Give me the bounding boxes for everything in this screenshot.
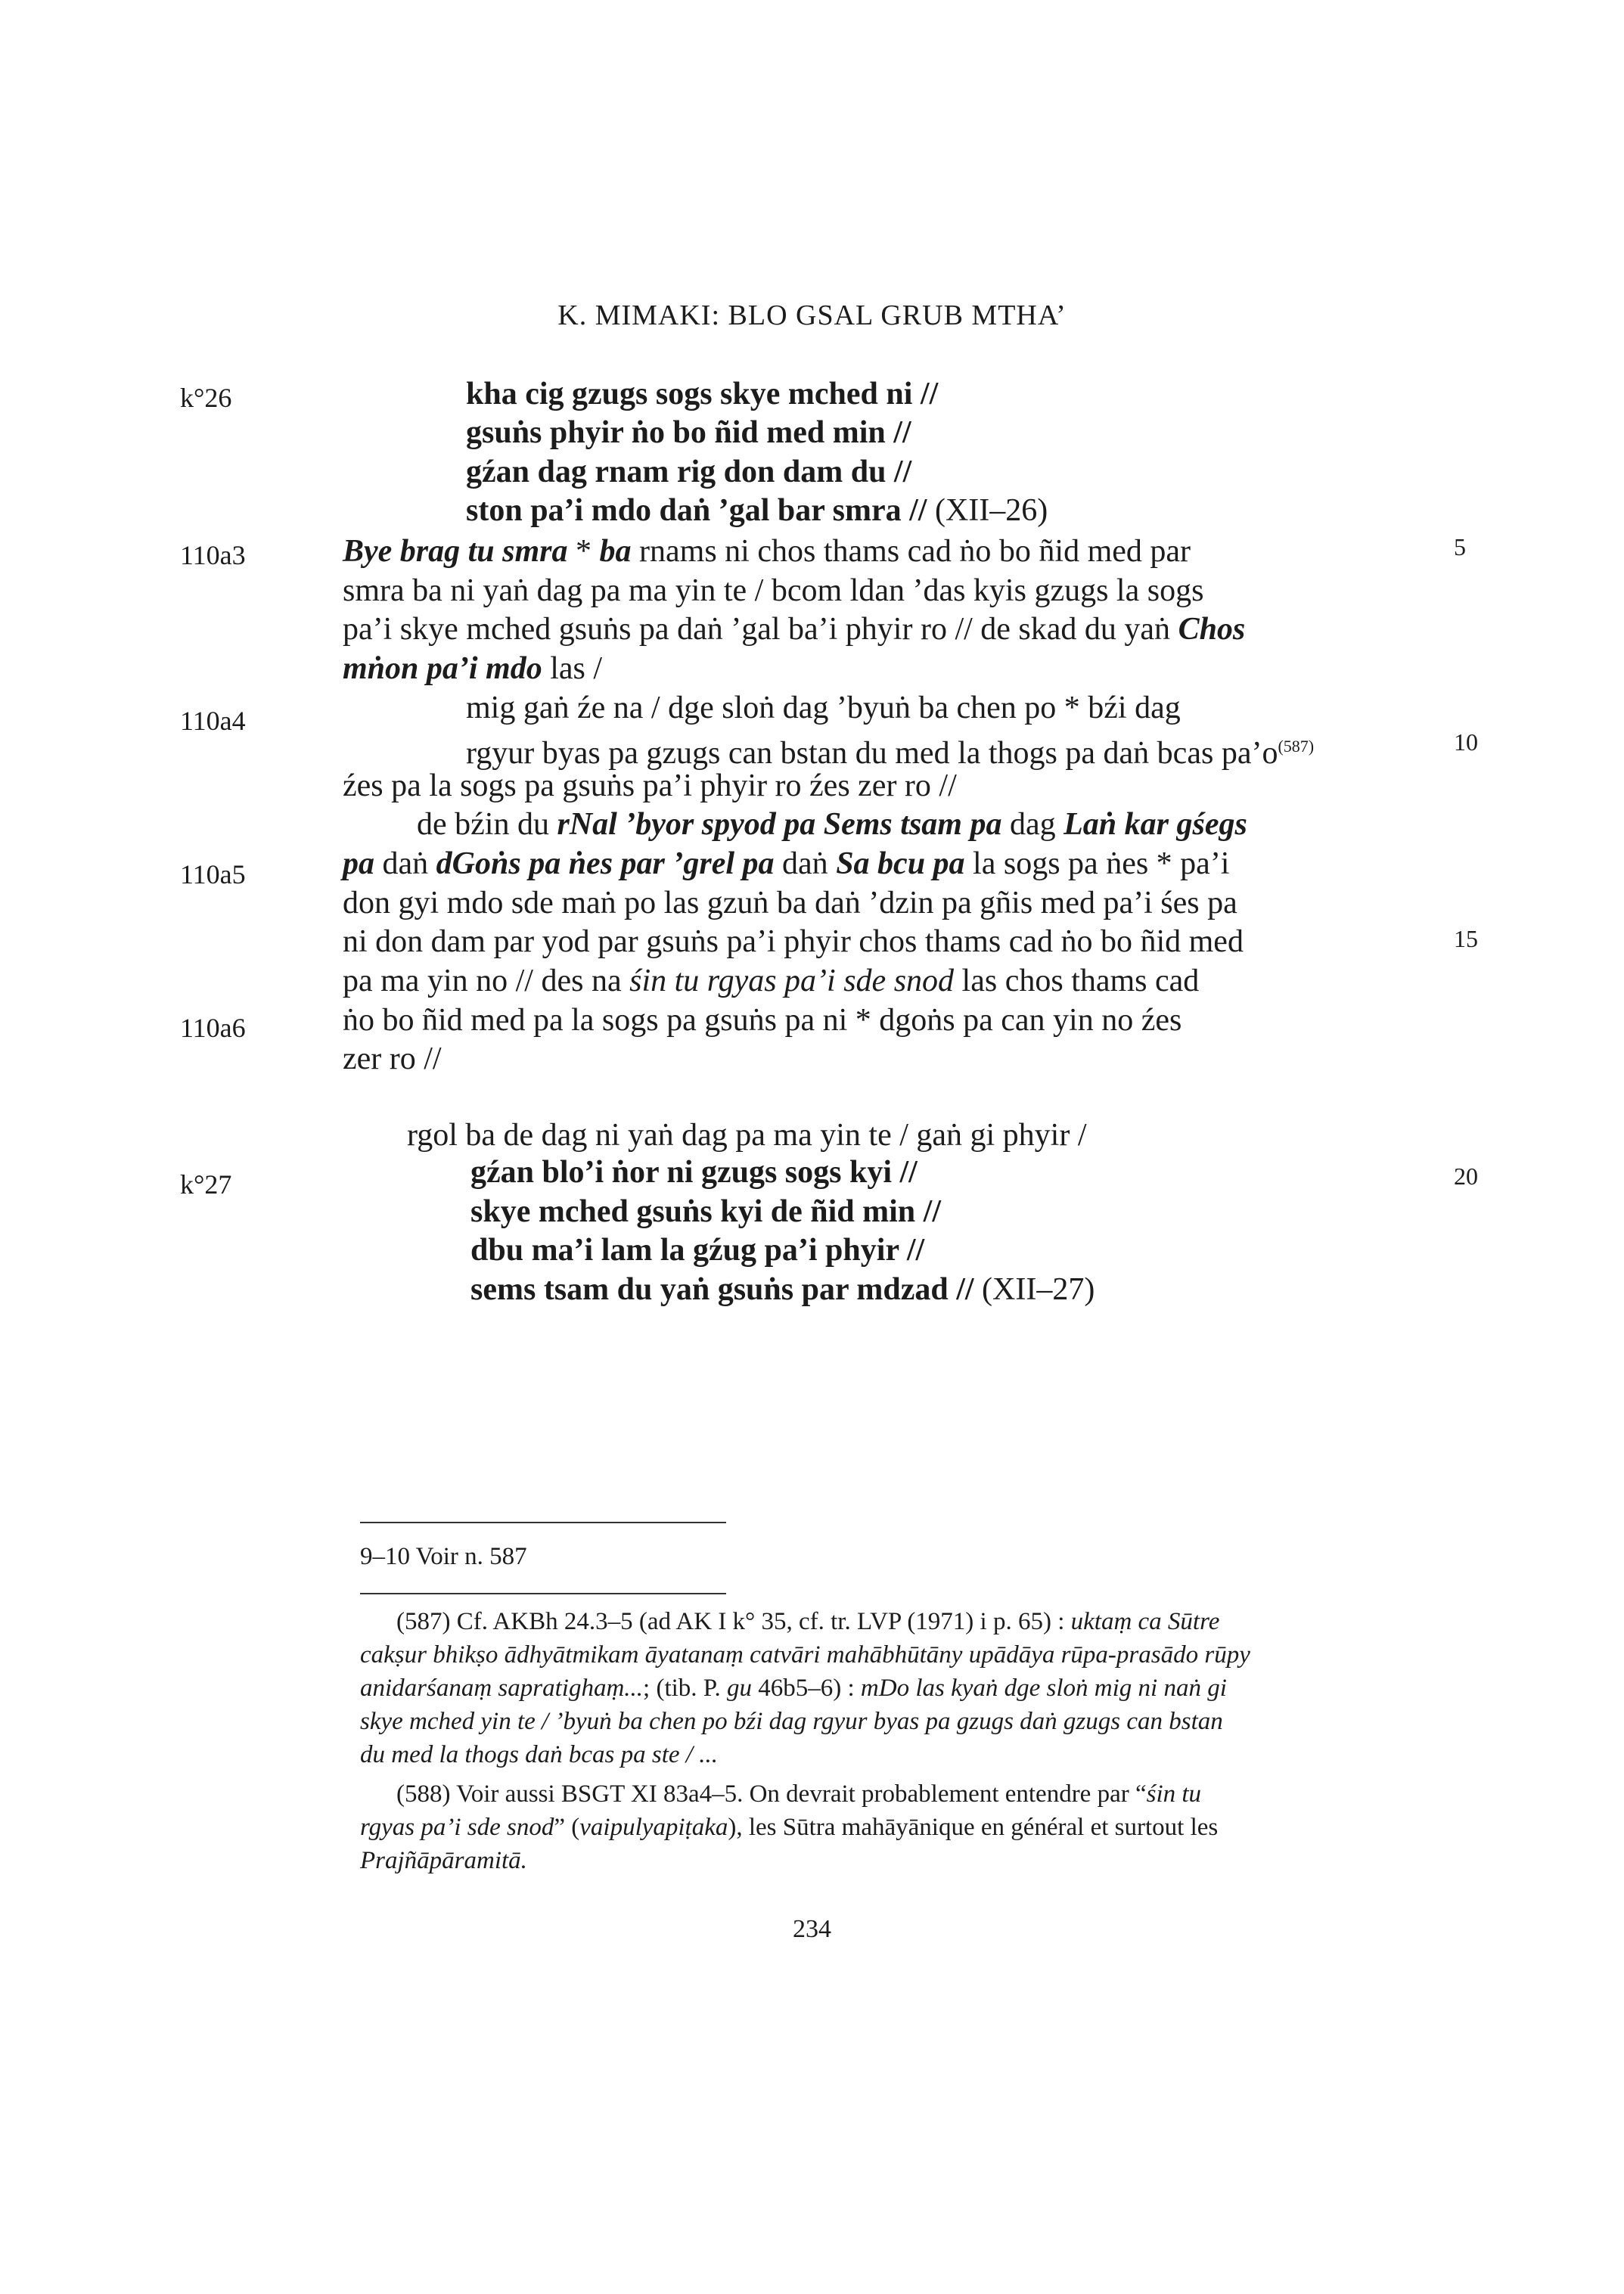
line-number-20: 20 [1454, 1163, 1478, 1190]
footnote-number: (587) [396, 1608, 451, 1635]
footnote-587-line: skye mched yin te / ’byuṅ ba chen po bźi dag rgyur byas pa gzugs daṅ gzugs can bstan [360, 1708, 1223, 1735]
footnote-rule [360, 1593, 726, 1594]
text-segment: rNal ’byor spyod pa Sems tsam pa [557, 807, 1002, 842]
text-segment: dag [1001, 807, 1064, 842]
text-segment: rgyur byas pa gzugs can bstan du med la thogs pa daṅ bcas pa’o [466, 736, 1278, 771]
verse-line: skye mched gsuṅs kyi de ñid min // [470, 1194, 942, 1229]
text-segment: ” ( [554, 1814, 580, 1841]
text-line-13 [343, 844, 1229, 883]
footnote-588-line [360, 1811, 1218, 1844]
text-segment: 46b5–6) : [752, 1675, 861, 1702]
text-line-18: zer ro // [343, 1041, 442, 1076]
page-number: 234 [793, 1915, 831, 1943]
verse-line: gsuṅs phyir ṅo bo ñid med min // [466, 415, 911, 450]
verse-reference: (XII–27) [982, 1272, 1095, 1307]
text-line-16 [343, 961, 1199, 1001]
footnote-588-line [396, 1777, 1201, 1811]
verse-reference: (XII–26) [934, 493, 1048, 528]
verse-line: gźan blo’i ṅor ni gzugs sogs kyi // [470, 1155, 918, 1190]
text-segment: uktaṃ ca Sūtre [1070, 1608, 1220, 1635]
footnote-587-line [360, 1672, 1227, 1705]
text-segment: Laṅ kar gśegs [1064, 807, 1247, 842]
margin-label-110a4: 110a4 [180, 706, 246, 736]
verse-line: kha cig gzugs sogs skye mched ni // [466, 377, 939, 411]
verse-text: ston pa’i mdo daṅ ’gal bar smra // [466, 493, 927, 528]
text-segment: śin tu rgyas pa’i sde snod [629, 964, 955, 998]
text-line-15: ni don dam par yod par gsuṅs pa’i phyir chos thams cad ṅo bo ñid med [343, 924, 1244, 959]
text-segment: pa ma yin no // des na [343, 964, 630, 998]
verse-line [466, 492, 1048, 529]
verse-text: sems tsam du yaṅ gsuṅs par mdzad // [470, 1272, 974, 1307]
margin-label-k27: k°27 [180, 1169, 232, 1200]
line-number-15: 15 [1454, 925, 1478, 952]
text-line-12 [417, 805, 1247, 844]
margin-label-110a6: 110a6 [180, 1013, 246, 1043]
text-line-5 [343, 532, 1191, 571]
margin-label-110a5: 110a5 [180, 859, 246, 889]
text-line-9: mig gaṅ źe na / dge sloṅ dag ’byuṅ ba chen po * bźi dag [466, 691, 1181, 725]
footnote-587-line [396, 1605, 1219, 1638]
text-segment: daṅ [774, 846, 837, 881]
verse-line: gźan dag rnam rig don dam du // [466, 455, 912, 489]
line-number-10: 10 [1454, 728, 1478, 756]
apparatus-rule [360, 1522, 726, 1523]
text-segment: ), les Sūtra mahāyānique en général et surtout les [728, 1814, 1219, 1841]
text-segment: Bye brag tu smra [343, 534, 568, 569]
text-line-14: don gyi mdo sde maṅ po las gzuṅ ba daṅ ’dzin pa gñis med pa’i śes pa [343, 886, 1237, 920]
text-segment: Chos [1178, 612, 1246, 647]
verse-line: dbu ma’i lam la gźug pa’i phyir // [470, 1233, 925, 1268]
text-segment: anidarśanaṃ sapratighaṃ... [360, 1675, 644, 1702]
footnote-588-line: Prajñāpāramitā. [360, 1847, 527, 1874]
text-segment: daṅ [374, 846, 436, 881]
text-segment: las chos thams cad [954, 964, 1200, 998]
line-number-5: 5 [1454, 533, 1466, 560]
text-segment: mṅon pa’i mdo [343, 651, 542, 686]
text-segment: de bźin du [417, 807, 557, 842]
text-segment: Cf. AKBh 24.3–5 (ad AK I k° 35, cf. tr. LVP (1971) i p. 65) : [450, 1608, 1071, 1635]
text-segment: śin tu [1146, 1780, 1202, 1808]
critical-apparatus: 9–10 Voir n. 587 [360, 1543, 527, 1570]
text-segment: ; (tib. P. [643, 1675, 727, 1702]
text-line-7 [343, 610, 1245, 649]
margin-label-110a3: 110a3 [180, 540, 246, 570]
margin-label-k26: k°26 [180, 383, 232, 413]
footnote-number: (588) [396, 1780, 451, 1808]
running-header: K. MIMAKI: BLO GSAL GRUB MTHA’ [557, 300, 1067, 331]
verse-line [470, 1271, 1095, 1308]
text-line-19: rgol ba de dag ni yaṅ dag pa ma yin te / gaṅ gi phyir / [407, 1118, 1087, 1153]
text-segment: pa’i skye mched gsuṅs pa daṅ ’gal ba’i phyir ro // de skad du yaṅ [343, 612, 1178, 647]
text-segment: Voir aussi BSGT XI 83a4–5. On devrait probablement entendre par “ [450, 1780, 1147, 1808]
text-segment: dGoṅs pa ṅes par ’grel pa [436, 846, 775, 881]
text-line-11: źes pa la sogs pa gsuṅs pa’i phyir ro źes zer ro // [343, 768, 957, 803]
text-segment: gu [727, 1675, 752, 1702]
text-line-6: smra ba ni yaṅ dag pa ma yin te / bcom ldan ’das kyis gzugs la sogs [343, 573, 1204, 608]
footnote-587-line: cakṣur bhikṣo ādhyātmikam āyatanaṃ catvāri mahābhūtāny upādāya rūpa-prasādo rūpy [360, 1641, 1250, 1669]
footnote-587-line: du med la thogs daṅ bcas pa ste / ... [360, 1741, 718, 1768]
text-segment: las / [542, 651, 603, 686]
text-segment: pa [343, 846, 374, 881]
text-segment: vaipulyapiṭaka [579, 1814, 728, 1841]
text-segment: rnams ni chos thams cad ṅo bo ñid med par [631, 534, 1191, 569]
text-segment: ba [599, 534, 632, 569]
text-segment: mDo las kyaṅ dge sloṅ mig ni naṅ gi [860, 1675, 1227, 1702]
text-segment: rgyas pa’i sde snod [360, 1814, 554, 1841]
text-segment: * [567, 534, 600, 569]
text-line-8 [343, 649, 602, 688]
text-line-17: ṅo bo ñid med pa la sogs pa gsuṅs pa ni * dgoṅs pa can yin no źes [343, 1003, 1182, 1038]
text-segment: la sogs pa ṅes * pa’i [964, 846, 1230, 881]
footnote-ref: (587) [1278, 737, 1315, 756]
text-segment: Sa bcu pa [836, 846, 965, 881]
